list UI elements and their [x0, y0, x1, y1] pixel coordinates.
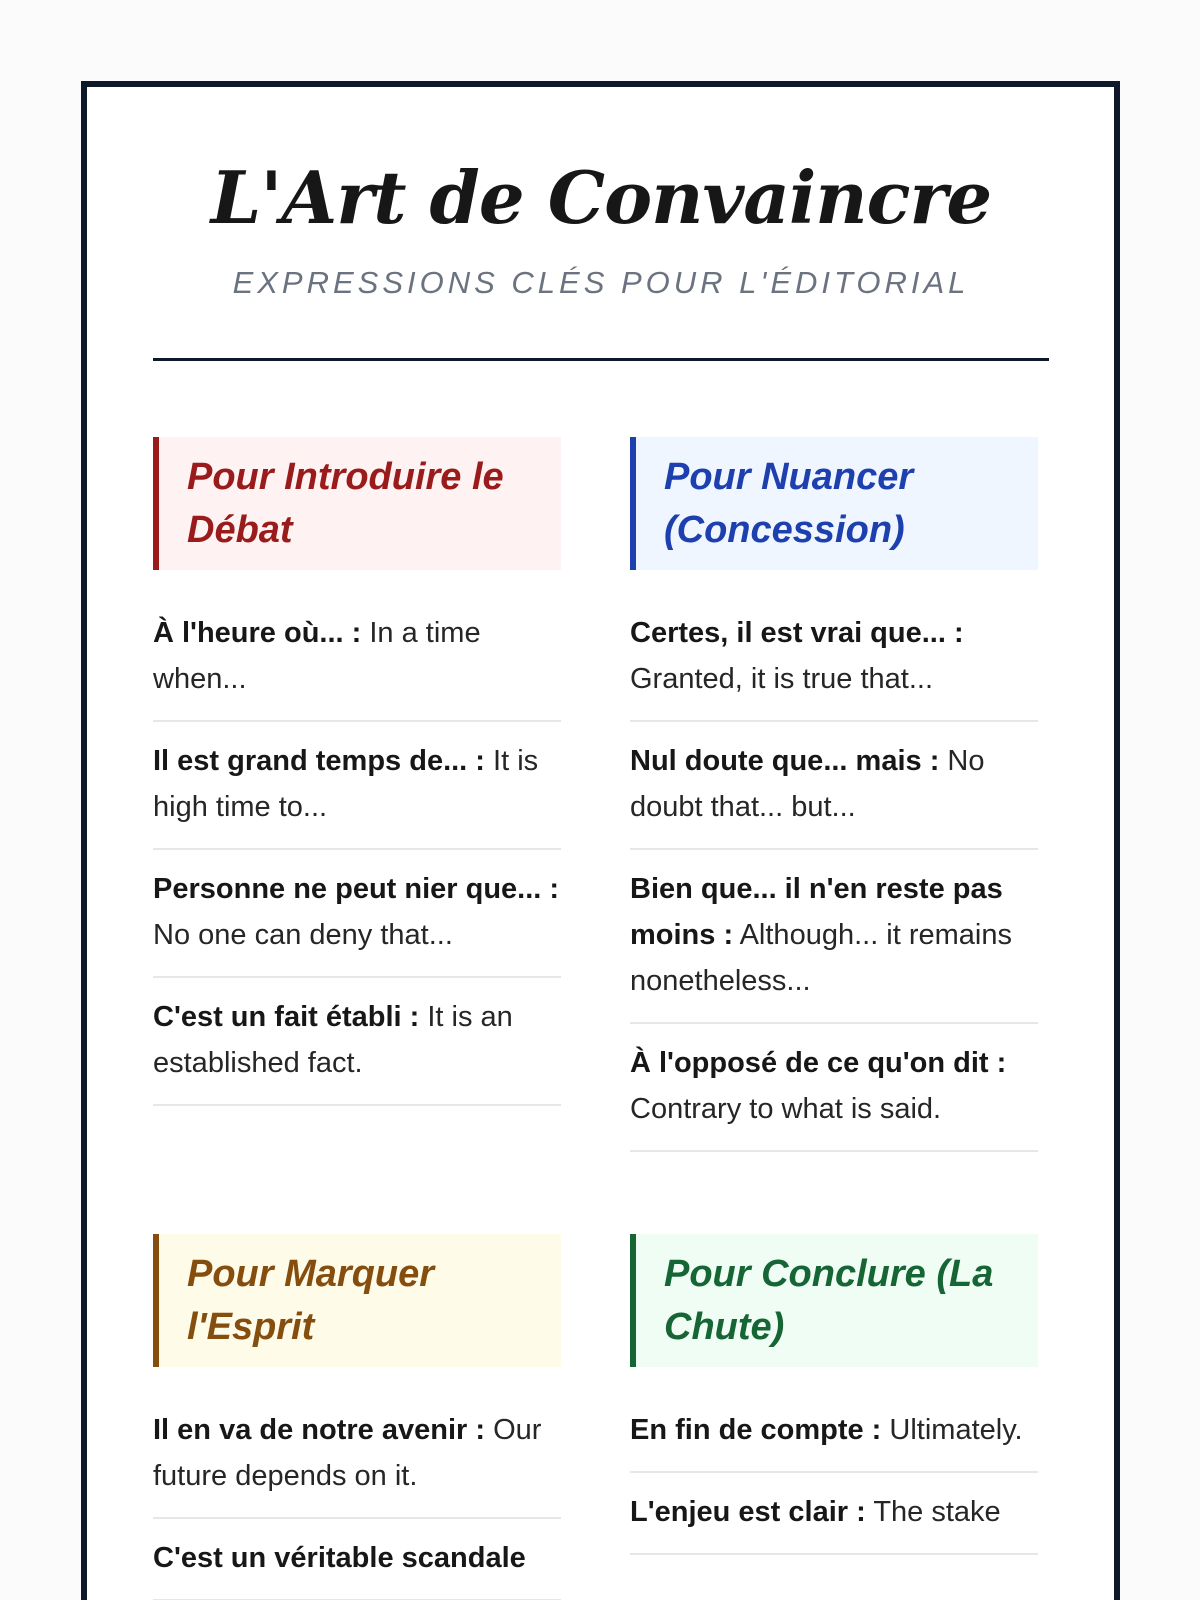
french-expression: En fin de compte : — [630, 1414, 882, 1446]
section-header — [153, 437, 561, 570]
french-expression: Certes, il est vrai que... : — [630, 617, 964, 649]
entry-list — [153, 1391, 561, 1600]
card-header — [153, 87, 1049, 361]
entry-list — [153, 594, 561, 1106]
list-item — [630, 850, 1038, 1024]
editorial-card — [81, 81, 1120, 1600]
entry-list — [630, 594, 1038, 1152]
french-expression: À l'heure où... : — [153, 617, 362, 649]
french-expression: À l'opposé de ce qu'on dit : — [630, 1047, 1007, 1079]
list-item — [153, 978, 561, 1106]
list-item — [630, 1473, 1038, 1555]
section-header — [153, 1234, 561, 1367]
section-conclude — [630, 1234, 1038, 1555]
french-expression: Bien que... il n'en reste pas moins : — [630, 873, 1003, 951]
section-header — [630, 1234, 1038, 1367]
french-expression: L'enjeu est clair : — [630, 1496, 866, 1528]
english-translation: It is high time to... — [153, 745, 539, 823]
english-translation: Although... it remains nonetheless... — [630, 919, 1013, 997]
french-expression: Il en va de notre avenir : — [153, 1414, 485, 1446]
section-introduce-debate — [153, 437, 561, 1106]
list-item — [153, 594, 561, 722]
french-expression: C'est un véritable scandale — [153, 1542, 526, 1574]
english-translation: It is an established fact. — [153, 1001, 513, 1079]
english-translation: Granted, it is true that... — [630, 663, 934, 695]
section-title: Pour Nuancer (Concession) — [664, 456, 914, 551]
french-expression: C'est un fait établi : — [153, 1001, 420, 1033]
english-translation: The stake — [873, 1496, 1001, 1528]
english-translation: Ultimately. — [889, 1414, 1023, 1446]
english-translation: No doubt that... but... — [630, 745, 985, 823]
section-mark-minds — [153, 1234, 561, 1600]
list-item — [153, 722, 561, 850]
list-item — [630, 594, 1038, 722]
english-translation: Contrary to what is said. — [630, 1093, 942, 1125]
english-translation: In a time when... — [153, 617, 481, 695]
section-title: Pour Conclure (La Chute) — [664, 1253, 994, 1348]
list-item — [630, 722, 1038, 850]
section-title: Pour Introduire le Débat — [187, 456, 504, 551]
page-title: L'Art de Convaincre — [210, 155, 992, 240]
list-item — [630, 1024, 1038, 1152]
entry-list — [630, 1391, 1038, 1555]
section-nuance-concession — [630, 437, 1038, 1152]
list-item — [153, 850, 561, 978]
section-title: Pour Marquer l'Esprit — [187, 1253, 435, 1348]
list-item — [630, 1391, 1038, 1473]
french-expression: Nul doute que... mais : — [630, 745, 940, 777]
english-translation: No one can deny that... — [153, 919, 453, 951]
list-item — [153, 1391, 561, 1519]
page-subtitle: EXPRESSIONS CLÉS POUR L'ÉDITORIAL — [232, 265, 970, 300]
french-expression: Personne ne peut nier que... : — [153, 873, 560, 905]
section-header — [630, 437, 1038, 570]
english-translation: Our future depends on it. — [153, 1414, 542, 1492]
french-expression: Il est grand temps de... : — [153, 745, 485, 777]
list-item — [153, 1519, 561, 1600]
